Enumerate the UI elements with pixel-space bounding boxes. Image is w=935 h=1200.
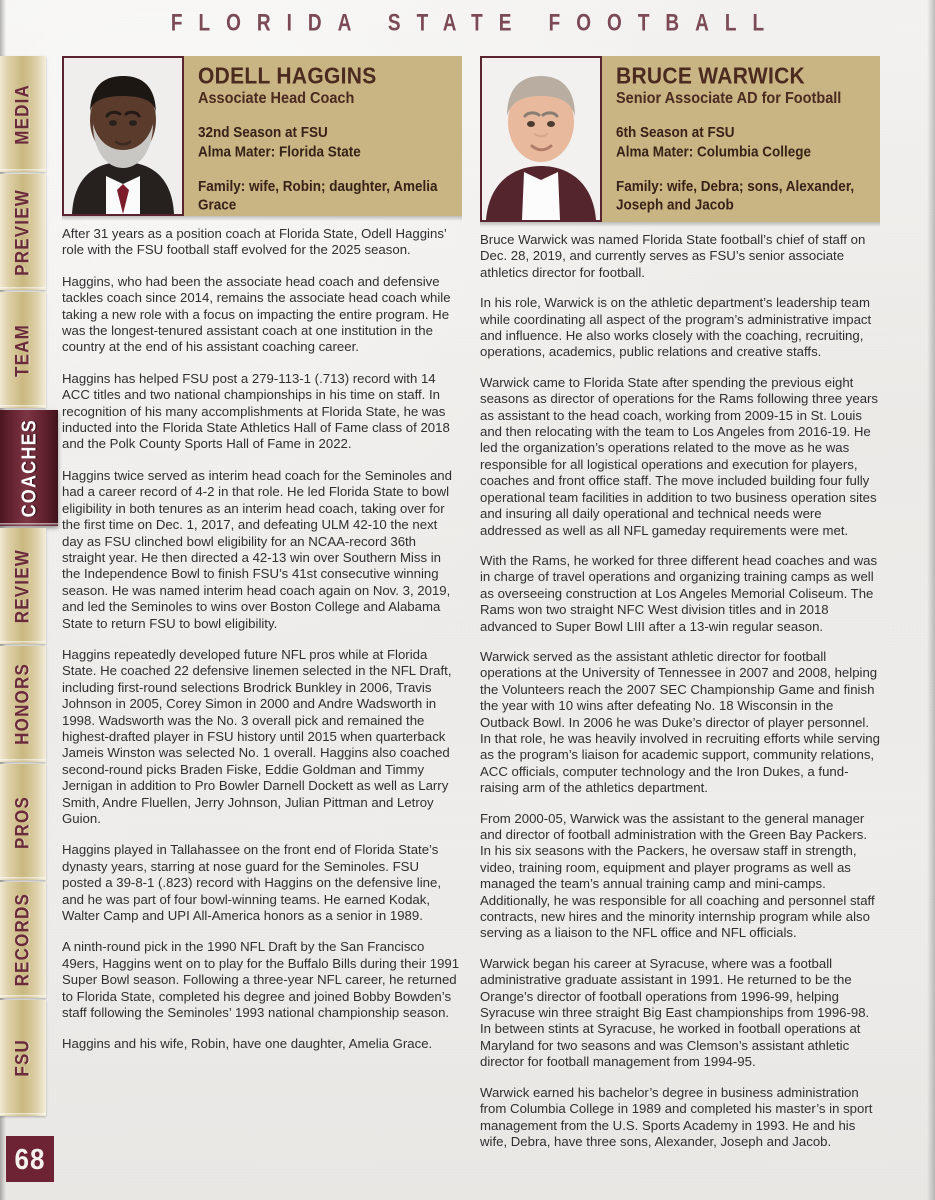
bio-paragraph: Haggins twice served as interim head coach for the Seminoles and had a career record of 4-2 in that role. He led Florida State to bowl eligibility in both tenures as an interim head coach, taking over for the first time on Dec. 1, 2017, and defeating ULM 42-10 the next day as FSU clinched bowl eligibility for an NCAA-record 36th straight year. He then directed a 42-13 win over Southern Miss in the Independence Bowl to finish FSU’s 41st consecutive winning season. He was named interim head coach again on Nov. 3, 2019, and led the Seminoles to wins over Boston College and Alabama State to return FSU to bowl eligibility. — [62, 467, 452, 631]
warwick-bio-copy — [480, 232, 880, 1150]
coach-info-haggins — [184, 56, 462, 216]
coach-role: Senior Associate AD for Football — [616, 89, 842, 108]
card-drop-shadow — [480, 222, 880, 227]
coach-family: Family: wife, Robin; daughter, Amelia Grace — [198, 177, 438, 213]
page-header — [0, 0, 935, 48]
coach-family: Family: wife, Debra; sons, Alexander, Joseph and Jacob — [616, 177, 855, 213]
bio-paragraph: Haggins repeatedly developed future NFL pros while at Florida State. He coached 22 defensive linemen selected in the NFL Draft, including first-round selections Brodrick Bunkley in 2006, Travis Johnson in 2005, Corey Simon in 2000 and Andre Wadsworth in 1998. Wadsworth was the No. 3 overall pick and remained the highest-drafted player in FSU history until 2015 when quarterback Jameis Winston was selected No. 1 overall. Haggins also coached second-round picks Braden Fiske, Eddie Goldman and Timmy Jernigan in addition to Pro Bowler Darnell Dockett as well as Larry Smith, Andre Fluellen, Jerry Johnson, Julian Pittman and Letroy Guion. — [62, 646, 452, 826]
bio-paragraph: A ninth-round pick in the 1990 NFL Draft by the San Francisco 49ers, Haggins went on to play for the Buffalo Bills during their 1991 Super Bowl season. Following a three-year NFL career, he returned to Florida State, completed his degree and joined Bobby Bowden’s staff following the Seminoles’ 1993 national championship season. — [62, 939, 460, 1021]
page-number-value: 68 — [14, 1141, 46, 1176]
bio-paragraph: Warwick began his career at Syracuse, where was a football administrative graduate assistant in 1991. He returned to be the Orange’s director of football operations from 1996-99, helping Syracuse win three straight Big East championships from 1996-98. In between stints at Syracuse, he worked in football operations at Maryland for two seasons and was Clemson’s assistant athletic director for football management from 1994-95. — [480, 955, 870, 1070]
sidebar-tab-label: HONORS — [11, 663, 34, 745]
page-title: FLORIDA STATE FOOTBALL — [170, 10, 781, 37]
sidebar-tab-label: COACHES — [17, 418, 40, 518]
coach-name: ODELL HAGGINS — [198, 63, 377, 90]
bio-paragraph: Warwick earned his bachelor’s degree in business administration from Columbia College in 1989 and completed his master’s in sport management from the U.S. Sports Academy in 1993. He and his wife, Debra, have three sons, Alexander, Joseph and Jacob. — [480, 1084, 873, 1149]
coach-name: BRUCE WARWICK — [616, 63, 806, 90]
bio-paragraph: In his role, Warwick is on the athletic department’s leadership team while coordinating all aspect of the program’s administrative impact and influence. He also works closely with the coaching, recruiting, operations, academics, public relations and creative staffs. — [480, 295, 872, 360]
sidebar-tab-media[interactable] — [0, 56, 46, 172]
sidebar-tab-label: PROS — [11, 795, 34, 849]
bio-paragraph: Warwick came to Florida State after spending the previous eight seasons as director of operations for the Rams following three years as assistant to the head coach, working from 2009-15 in St. Louis and then relocating with the team to Los Angeles from 2016-19. He led the organization’s operations related to the move as he was responsible for all logistical operations and execution for players, coaches and front office staff. The move included building four fully operational team facilities in addition to two business operation sites and insuring all daily operational and technical needs were addressed as well as all NFL gameday requirements were met. — [480, 374, 879, 538]
coach-season: 32nd Season at FSU — [198, 124, 328, 141]
section-tabs-sidebar — [0, 56, 48, 1116]
bio-paragraph: Haggins, who had been the associate head coach and defensive tackles coach since 2014, remains the associate head coach while taking a new role with a focus on impacting the entire program. He was the longest-tenured assistant coach at one institution in the country at the end of his assistant coaching career. — [62, 273, 451, 355]
sidebar-tab-fsu[interactable] — [0, 1000, 46, 1116]
coach-meta — [198, 123, 452, 161]
coach-meta — [616, 123, 870, 161]
sidebar-tab-label: MEDIA — [11, 83, 34, 145]
coach-season: 6th Season at FSU — [616, 124, 735, 141]
sidebar-tab-review[interactable] — [0, 528, 46, 644]
haggins-bio-copy — [62, 226, 462, 1053]
sidebar-tab-label: FSU — [11, 1039, 34, 1077]
coach-alma-mater: Alma Mater: Florida State — [198, 143, 361, 160]
sidebar-tab-coaches[interactable] — [0, 410, 58, 526]
left-column — [62, 56, 462, 1164]
sidebar-tab-label: TEAM — [11, 323, 34, 377]
sidebar-tab-pros[interactable] — [0, 764, 46, 880]
card-drop-shadow — [62, 216, 462, 221]
bio-paragraph: From 2000-05, Warwick was the assistant to the general manager and director of football administration with the Green Bay Packers. In his six seasons with the Packers, he oversaw staff in strength, video, training room, equipment and player programs as well as managed the team’s annual training camp and mini-camps. Additionally, he was responsible for all coaching and personnel staff contracts, new hires and the minority internship program while also serving as a liaison to the NFL office and NFL officials. — [480, 810, 875, 941]
sidebar-tab-label: PREVIEW — [11, 188, 34, 276]
bio-paragraph: After 31 years as a position coach at Florida State, Odell Haggins’ role with the FSU football staff evolved for the 2025 season. — [62, 226, 447, 258]
coach-card-warwick — [480, 56, 880, 222]
coach-role: Associate Head Coach — [198, 89, 355, 108]
right-column — [480, 56, 880, 1164]
sidebar-tab-team[interactable] — [0, 292, 46, 408]
sidebar-tab-records[interactable] — [0, 882, 46, 998]
bio-paragraph: Haggins and his wife, Robin, have one daughter, Amelia Grace. — [62, 1036, 433, 1052]
page-number-badge — [6, 1136, 54, 1182]
coach-card-haggins — [62, 56, 462, 216]
odell-haggins-headshot — [62, 56, 184, 216]
bio-paragraph: Warwick served as the assistant athletic director for football operations at the University of Tennessee in 2007 and 2008, helping the Volunteers reach the 2007 SEC Championship Game and finish the year with 10 wins after defeating No. 18 Wisconsin in the Outback Bowl. In 2006 he was Duke’s director of player personnel. In that role, he was heavily involved in recruiting efforts while serving as the program’s liaison for academic support, community relations, ACC officials, computer technology and the Iron Dukes, a fund-raising arm of the athletics department. — [480, 648, 880, 796]
page-right-edge — [927, 0, 935, 1200]
bio-paragraph: Bruce Warwick was named Florida State football’s chief of staff on Dec. 28, 2019, and currently serves as FSU’s senior associate athletics director for football. — [480, 232, 866, 280]
main-content — [62, 56, 923, 1164]
sidebar-tab-honors[interactable] — [0, 646, 46, 762]
sidebar-tab-label: REVIEW — [11, 548, 34, 624]
bruce-warwick-headshot — [480, 56, 602, 222]
bio-paragraph: Haggins has helped FSU post a 279-113-1 (.713) record with 14 ACC titles and two national championships in his time on staff. In recognition of his many accomplishments at Florida State, he was inducted into the Florida State Athletics Hall of Fame class of 2018 and the Polk County Sports Hall of Fame in 2022. — [62, 370, 450, 452]
sidebar-tab-label: RECORDS — [11, 893, 34, 987]
bio-paragraph: Haggins played in Tallahassee on the front end of Florida State’s dynasty years, starring at nose guard for the Seminoles. FSU posted a 39-8-1 (.823) record with Haggins on the defensive line, and he was part of four bowl-winning teams. He earned Kodak, Walter Camp and UPI All-America honors as a senior in 1989. — [62, 842, 441, 924]
coach-info-warwick — [602, 56, 880, 222]
sidebar-tab-preview[interactable] — [0, 174, 46, 290]
coach-alma-mater: Alma Mater: Columbia College — [616, 143, 812, 160]
bio-paragraph: With the Rams, he worked for three different head coaches and was in charge of travel operations and organizing training camps as well as overseeing construction at Los Angeles Memorial Coliseum. The Rams won two straight NFC West division titles and in 2018 advanced to Super Bowl LIII after a 13-win regular season. — [480, 552, 878, 634]
